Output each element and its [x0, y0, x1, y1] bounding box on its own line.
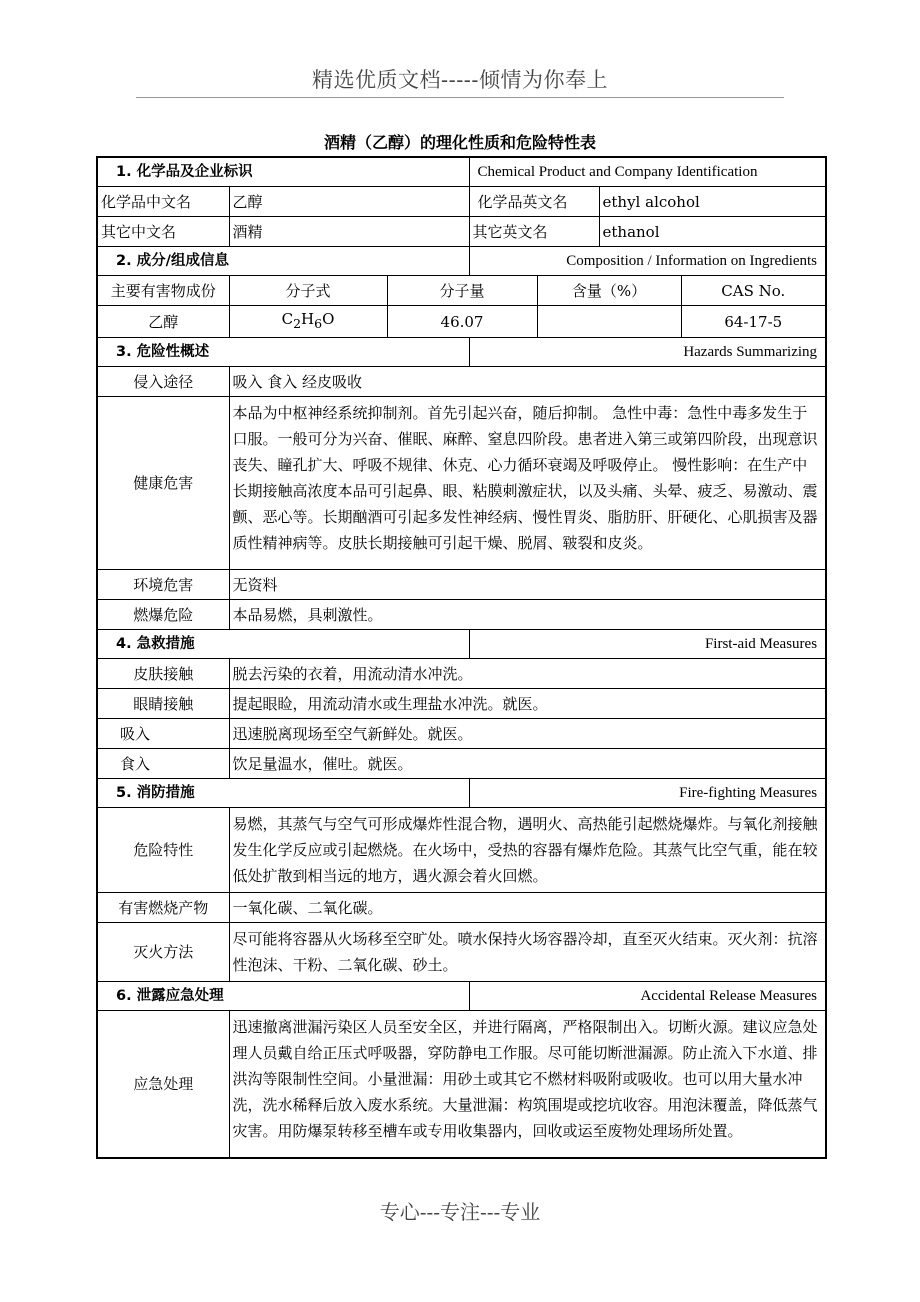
extinguishing-method-value: 尽可能将容器从火场移至空旷处。喷水保持火场容器冷却，直至灭火结束。灭火剂：抗溶性泡沫、干粉、二氧化碳、砂土。 — [229, 923, 826, 982]
composition-header-component: 主要有害物成份 — [97, 276, 229, 306]
page-footer: 专心---专注---专业 — [379, 1200, 541, 1224]
fire-hazard-properties-value: 易燃，其蒸气与空气可形成爆炸性混合物，遇明火、高热能引起燃烧爆炸。与氧化剂接触发生化学反应或引起燃烧。在火场中，受热的容器有爆炸危险。其蒸气比空气重，能在较低处扩散到相当远的地方，遇火源会着火回燃。 — [229, 808, 826, 893]
health-hazard-label: 健康危害 — [97, 397, 229, 570]
formula-c-sub: 2 — [293, 316, 302, 331]
env-hazard-label: 环境危害 — [97, 570, 229, 600]
env-hazard-value: 无资料 — [229, 570, 826, 600]
eye-contact-value: 提起眼睑，用流动清水或生理盐水冲洗。就医。 — [229, 689, 826, 719]
composition-header-weight: 分子量 — [387, 276, 537, 306]
table-row — [97, 923, 826, 982]
section-1-title-en: Chemical Product and Company Identification — [469, 157, 826, 187]
fire-hazard-properties-label: 危险特性 — [97, 808, 229, 893]
composition-header-row — [97, 276, 826, 306]
formula-o: O — [322, 310, 335, 328]
inhalation-label: 吸入 — [97, 719, 229, 749]
health-hazard-value: 本品为中枢神经系统抑制剂。首先引起兴奋，随后抑制。 急性中毒：急性中毒多发生于口服。一般可分为兴奋、催眠、麻醉、窒息四阶段。患者进入第三或第四阶段，出现意识丧失、瞳孔扩大、呼吸不规律、休克、心力循环衰竭及呼吸停止。 慢性影响：在生产中长期接触高浓度本品可引起鼻、眼、粘膜刺激症状，以及头痛、头晕、疲乏、易激动、震颤、恶心等。长期酗酒可引起多发性神经病、慢性胃炎、脂肪肝、肝硬化、心肌损害及器质性精神病等。皮肤长期接触可引起干燥、脱屑、皲裂和皮炎。 — [229, 397, 826, 570]
chem-name-en-value: ethyl alcohol — [599, 187, 826, 217]
section-1-title-cn: 1. 化学品及企业标识 — [97, 157, 469, 187]
section-4-title-cn: 4. 急救措施 — [97, 630, 469, 659]
extinguishing-method-label: 灭火方法 — [97, 923, 229, 982]
composition-data-row — [97, 306, 826, 338]
composition-header-formula: 分子式 — [229, 276, 387, 306]
ingestion-value: 饮足量温水，催吐。就医。 — [229, 749, 826, 779]
table-row — [97, 570, 826, 600]
msds-table — [96, 156, 827, 1159]
route-label: 侵入途径 — [97, 367, 229, 397]
page-header-title: 精选优质文档-----倾情为你奉上 — [312, 68, 608, 92]
section-1-header — [97, 157, 826, 187]
section-2-title-cn: 2. 成分/组成信息 — [97, 247, 469, 276]
composition-weight: 46.07 — [387, 306, 537, 338]
chem-name-cn-label: 化学品中文名 — [97, 187, 229, 217]
section-2-title-en: Composition / Information on Ingredients — [469, 247, 826, 276]
emergency-response-label: 应急处理 — [97, 1011, 229, 1159]
other-name-en-label: 其它英文名 — [469, 217, 599, 247]
section-4-header — [97, 630, 826, 659]
other-name-cn-label: 其它中文名 — [97, 217, 229, 247]
section-2-header — [97, 247, 826, 276]
table-row — [97, 397, 826, 570]
section-6-header — [97, 982, 826, 1011]
combustion-products-label: 有害燃烧产物 — [97, 893, 229, 923]
table-row — [97, 1011, 826, 1159]
composition-formula — [229, 306, 387, 338]
skin-contact-value: 脱去污染的衣着，用流动清水冲洗。 — [229, 659, 826, 689]
section-3-title-cn: 3. 危险性概述 — [97, 338, 469, 367]
section-3-header — [97, 338, 826, 367]
composition-component: 乙醇 — [97, 306, 229, 338]
composition-header-cas: CAS No. — [681, 276, 826, 306]
chem-name-cn-value: 乙醇 — [229, 187, 469, 217]
other-name-cn-value: 酒精 — [229, 217, 469, 247]
table-row — [97, 719, 826, 749]
section-5-title-en: Fire-fighting Measures — [469, 779, 826, 808]
chem-name-en-label: 化学品英文名 — [469, 187, 599, 217]
document-title: 酒精（乙醇）的理化性质和危险特性表 — [323, 133, 596, 152]
combustion-products-value: 一氧化碳、二氧化碳。 — [229, 893, 826, 923]
emergency-response-value: 迅速撤离泄漏污染区人员至安全区，并进行隔离，严格限制出入。切断火源。建议应急处理人员戴自给正压式呼吸器，穿防静电工作服。尽可能切断泄漏源。防止流入下水道、排洪沟等限制性空间。小量泄漏：用砂土或其它不燃材料吸附或吸收。也可以用大量水冲洗，洗水稀释后放入废水系统。大量泄漏：构筑围堤或挖坑收容。用泡沫覆盖，降低蒸气灾害。用防爆泵转移至槽车或专用收集器内，回收或运至废物处理场所处置。 — [229, 1011, 826, 1159]
fire-hazard-label: 燃爆危险 — [97, 600, 229, 630]
section-6-title-en: Accidental Release Measures — [469, 982, 826, 1011]
composition-header-content: 含量（%） — [537, 276, 681, 306]
section-6-title-cn: 6. 泄露应急处理 — [97, 982, 469, 1011]
table-row — [97, 187, 826, 217]
header-divider — [136, 97, 784, 98]
composition-content — [537, 306, 681, 338]
table-row — [97, 659, 826, 689]
table-row — [97, 217, 826, 247]
inhalation-value: 迅速脱离现场至空气新鲜处。就医。 — [229, 719, 826, 749]
msds-table-wrapper — [96, 156, 825, 1159]
section-3-title-en: Hazards Summarizing — [469, 338, 826, 367]
section-5-header — [97, 779, 826, 808]
eye-contact-label: 眼睛接触 — [97, 689, 229, 719]
table-row — [97, 600, 826, 630]
composition-cas: 64-17-5 — [681, 306, 826, 338]
section-5-title-cn: 5. 消防措施 — [97, 779, 469, 808]
ingestion-label: 食入 — [97, 749, 229, 779]
skin-contact-label: 皮肤接触 — [97, 659, 229, 689]
fire-hazard-value: 本品易燃，具刺激性。 — [229, 600, 826, 630]
table-row — [97, 367, 826, 397]
other-name-en-value: ethanol — [599, 217, 826, 247]
formula-h: H — [301, 310, 315, 328]
table-row — [97, 893, 826, 923]
route-value: 吸入 食入 经皮吸收 — [229, 367, 826, 397]
section-4-title-en: First-aid Measures — [469, 630, 826, 659]
formula-c: C — [281, 310, 294, 328]
table-row — [97, 808, 826, 893]
table-row — [97, 749, 826, 779]
formula-h-sub: 6 — [314, 316, 323, 331]
table-row — [97, 689, 826, 719]
